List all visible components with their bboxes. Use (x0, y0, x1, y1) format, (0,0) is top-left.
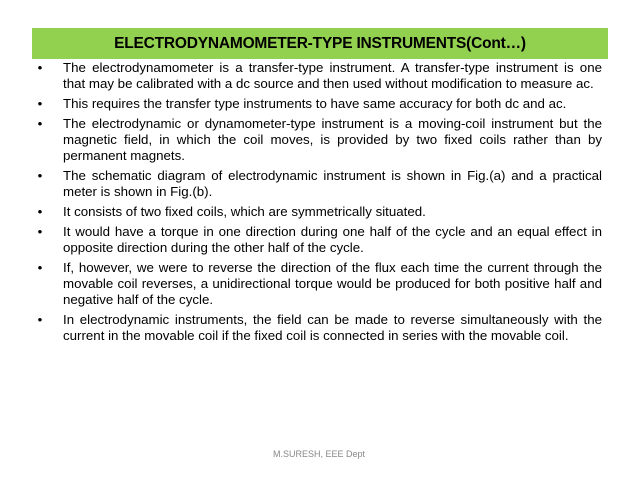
bullet-item (34, 312, 602, 344)
bullet-item (34, 260, 602, 308)
bullet-marker: • (37, 260, 43, 275)
bullet-marker: • (37, 168, 43, 183)
bullet-text: The electrodynamometer is a transfer-type instrument. A transfer-type instrument is one that may be calibrated with a dc source and then used without modification to measure ac. (63, 60, 602, 91)
bullet-item (34, 204, 602, 220)
bullet-item (34, 96, 602, 112)
title-bar (32, 28, 608, 59)
bullet-item (34, 224, 602, 256)
bullet-marker: • (37, 312, 43, 327)
bullet-text: This requires the transfer type instruments to have same accuracy for both dc and ac. (63, 96, 567, 111)
bullet-marker: • (37, 116, 43, 131)
bullet-marker: • (37, 96, 43, 111)
bullet-list (34, 60, 602, 348)
footer: M.SURESH, EEE Dept (272, 449, 366, 459)
bullet-text: If, however, we were to reverse the direction of the flux each time the current through the movable coil reverses, a unidirectional torque would be produced for both positive half and negative half of the cycle. (63, 260, 602, 307)
bullet-marker: • (37, 204, 43, 219)
bullet-text: The electrodynamic or dynamometer-type instrument is a moving-coil instrument but the magnetic field, in which the coil moves, is provided by two fixed coils rather than by permanent magnets. (63, 116, 602, 163)
bullet-marker: • (37, 60, 43, 75)
slide-title: ELECTRODYNAMOMETER-TYPE INSTRUMENTS(Cont…) (114, 34, 526, 52)
bullet-item (34, 116, 602, 164)
bullet-marker: • (37, 224, 43, 239)
bullet-item (34, 60, 602, 92)
bullet-text: In electrodynamic instruments, the field can be made to reverse simultaneously with the current in the movable coil if the fixed coil is connected in series with the movable coil. (63, 312, 602, 343)
bullet-text: It would have a torque in one direction during one half of the cycle and an equal effect in opposite direction during the other half of the cycle. (63, 224, 602, 255)
bullet-text: It consists of two fixed coils, which are symmetrically situated. (63, 204, 426, 219)
bullet-text: The schematic diagram of electrodynamic instrument is shown in Fig.(a) and a practical meter is shown in Fig.(b). (63, 168, 602, 199)
bullet-item (34, 168, 602, 200)
